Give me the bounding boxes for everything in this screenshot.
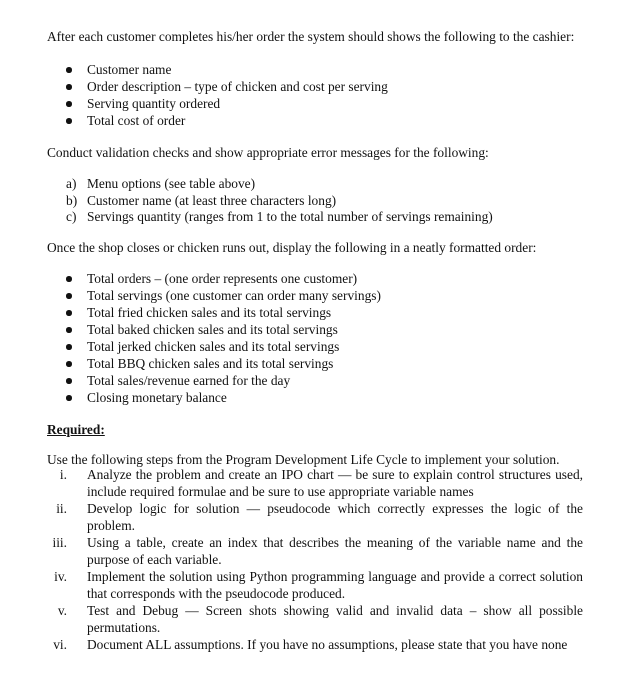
closing-summary-list — [0, 270, 381, 406]
list-item: Total orders – (one order represents one customer) — [0, 270, 381, 287]
list-item — [0, 534, 631, 568]
cashier-display-intro: After each customer completes his/her order the system should shows the following to the cashier: — [47, 29, 575, 44]
validation-list — [0, 175, 493, 225]
list-item: Total jerked chicken sales and its total servings — [0, 338, 381, 355]
list-item: Total cost of order — [0, 112, 388, 129]
list-item — [0, 208, 493, 225]
list-marker: c) — [66, 209, 77, 224]
list-item-text: Customer name (at least three characters long) — [87, 192, 337, 208]
required-heading: Required: — [47, 422, 105, 437]
step-text: Using a table, create an index that describes the meaning of the variable name and the purpose of each variable. — [87, 535, 583, 567]
steps-list — [0, 466, 631, 653]
list-item — [0, 636, 631, 653]
list-item: Total BBQ chicken sales and its total servings — [0, 355, 381, 372]
step-text: Implement the solution using Python programming language and provide a correct solution that corresponds with the pseudocode produced. — [87, 569, 583, 601]
step-number: v. — [57, 603, 67, 618]
list-item — [0, 192, 493, 209]
steps-intro: Use the following steps from the Program Development Life Cycle to implement your solution. — [47, 452, 560, 467]
list-item: Closing monetary balance — [0, 389, 381, 406]
closing-intro: Once the shop closes or chicken runs out, display the following in a neatly formatted order: — [47, 240, 537, 255]
list-item: Total servings (one customer can order many servings) — [0, 287, 381, 304]
step-number: i. — [59, 467, 67, 482]
step-text: Develop logic for solution — pseudocode which correctly expresses the logic of the problem. — [87, 501, 583, 533]
list-item-text: Menu options (see table above) — [87, 176, 256, 191]
step-number: vi. — [53, 637, 67, 652]
list-item — [0, 602, 631, 636]
validation-intro: Conduct validation checks and show appropriate error messages for the following: — [47, 145, 489, 160]
list-marker: a) — [66, 176, 77, 191]
cashier-display-list — [0, 61, 388, 129]
list-marker: b) — [66, 192, 78, 208]
step-number: iv. — [54, 569, 67, 584]
step-number: iii. — [52, 535, 67, 550]
step-text: Test and Debug — Screen shots showing valid and invalid data – show all possible permutations. — [87, 603, 583, 635]
list-item-text: Servings quantity (ranges from 1 to the total number of servings remaining) — [87, 209, 493, 224]
list-item — [0, 568, 631, 602]
list-item: Total baked chicken sales and its total servings — [0, 321, 381, 338]
step-text: Document ALL assumptions. If you have no assumptions, please state that you have none — [87, 637, 568, 652]
step-number: ii. — [56, 501, 67, 516]
list-item: Customer name — [0, 61, 388, 78]
list-item: Total fried chicken sales and its total servings — [0, 304, 381, 321]
list-item: Serving quantity ordered — [0, 95, 388, 112]
list-item: Order description – type of chicken and cost per serving — [0, 78, 388, 95]
list-item — [0, 500, 631, 534]
list-item — [0, 175, 493, 192]
list-item: Total sales/revenue earned for the day — [0, 372, 381, 389]
step-text: Analyze the problem and create an IPO chart — be sure to explain control structures used, include required formulae and be sure to use appropriate variable names — [87, 467, 583, 499]
list-item — [0, 466, 631, 500]
